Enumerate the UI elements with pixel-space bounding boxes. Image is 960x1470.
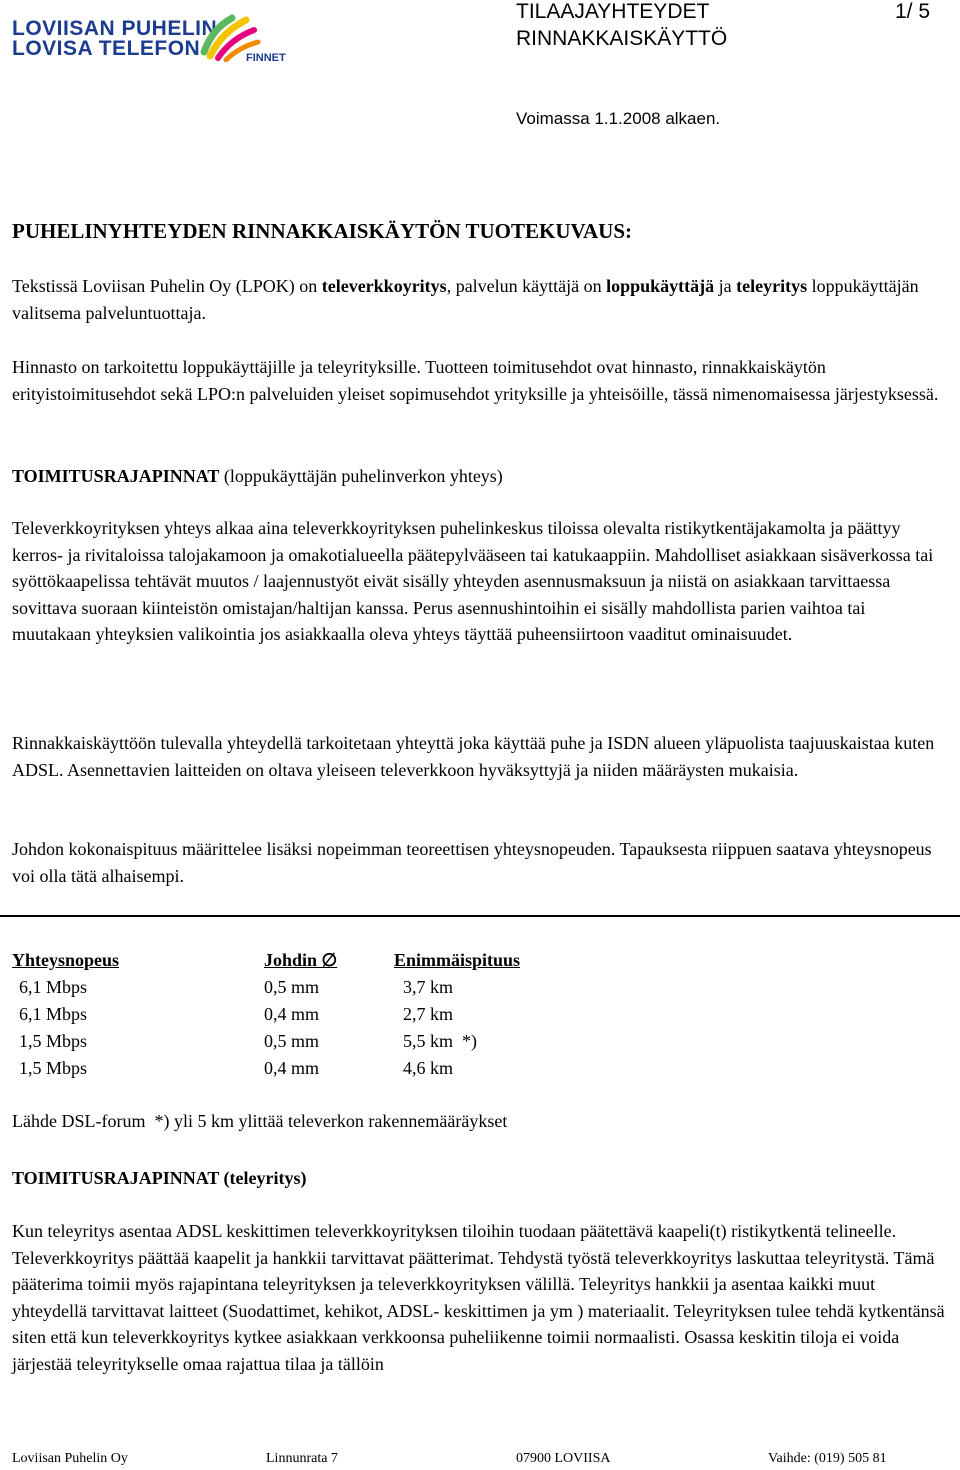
table-cell-speed: 6,1 Mbps — [19, 977, 88, 997]
valid-from: Voimassa 1.1.2008 alkaen. — [516, 109, 721, 128]
table-header-speed: Yhteysnopeus — [12, 950, 120, 970]
intro-text-3: ja — [714, 276, 737, 296]
table-header-conductor: Johdin ∅ — [264, 950, 338, 970]
term-loppukayttaja: loppukäyttäjä — [606, 276, 715, 296]
table-cell-speed: 1,5 Mbps — [19, 1031, 88, 1051]
footer-phone: Vaihde: (019) 505 81 — [768, 1451, 887, 1466]
section1-heading — [12, 463, 503, 489]
intro-text-2: , palvelun käyttäjä on — [446, 276, 607, 296]
table-cell-conductor: 0,5 mm — [264, 1031, 320, 1051]
section1-title-rest: (loppukäyttäjän puhelinverkon yhteys) — [219, 466, 503, 486]
main-heading: PUHELINYHTEYDEN RINNAKKAISKÄYTÖN TUOTEKUVAUS: — [12, 219, 632, 243]
table-cell-length: 5,5 km *) — [403, 1031, 477, 1051]
intro-paragraph — [12, 273, 948, 326]
section2-heading: TOIMITUSRAJAPINNAT (teleyritys) — [12, 1168, 307, 1188]
table-header-max-length: Enimmäispituus — [394, 950, 521, 970]
table-cell-speed: 1,5 Mbps — [19, 1058, 88, 1078]
logo-text-line2: LOVISA TELEFON — [12, 37, 201, 60]
footer-city: 07900 LOVIISA — [516, 1451, 611, 1466]
document-title-line1: TILAAJAYHTEYDET — [516, 0, 710, 23]
pricelist-paragraph: Hinnasto on tarkoitettu loppukäyttäjille ja teleyrityksille. Tuotteen toimitusehdot ovat hinnasto, rinnakkaiskäytön erityistoimitusehdot sekä LPO:n palveluiden yleiset sopimusehdot yrityksille ja yhteisöille, tässä nimenomaisessa järjestyksessä. — [12, 357, 939, 404]
footer-street: Linnunrata 7 — [266, 1451, 338, 1466]
document-title-line2: RINNAKKAISKÄYTTÖ — [516, 27, 728, 50]
divider — [0, 915, 960, 917]
section1-paragraph3: Johdon kokonaispituus määrittelee lisäksi nopeimman teoreettisen yhteysnopeuden. Tapauksesta riippuen saatava yhteysnopeus voi olla tätä alhaisempi. — [12, 839, 932, 886]
page-number: 1/ 5 — [895, 0, 931, 23]
section1-title-bold: TOIMITUSRAJAPINNAT — [12, 466, 220, 486]
term-televerkkoyritys: televerkkoyritys — [321, 276, 447, 296]
footer-company: Loviisan Puhelin Oy — [12, 1451, 128, 1466]
term-teleyritys: teleyritys — [736, 276, 808, 296]
logo-text-line1: LOVIISAN PUHELIN — [12, 17, 218, 40]
intro-text-4: loppukäyttäjän valitsema palveluntuottaja. — [12, 276, 919, 323]
section1-paragraph1: Televerkkoyrityksen yhteys alkaa aina televerkkoyrityksen puhelinkeskus tiloissa olevalta ristikytkentäjakamolta ja päättyy kerros- ja rivitaloissa talojakamoon ja omakotialueella päätepylvääseen tai katukaappiin. Mahdolliset asiakkaan sisäverkossa tai syöttökaapelissa tehtävät muutos / laajennustyöt eivät sisälly yhteyden asennusmaksuun ja niistä on asiakkaan tarvittaessa sovittava suoraan kiinteistön omistajan/haltijan kanssa. Perus asennushintoihin ei sisälly mahdollista parien vaihtoa tai muutakaan yhteyksien valikointia jos asiakkaalla oleva yhteys täyttää puheensiirtoon vaaditut ominaisuudet. — [12, 518, 934, 644]
table-source-note: Lähde DSL-forum *) yli 5 km ylittää televerkon rakennemääräykset — [12, 1111, 508, 1131]
section1-paragraph2: Rinnakkaiskäyttöön tulevalla yhteydellä tarkoitetaan yhteyttä joka käyttää puhe ja ISDN alueen yläpuolista taajuuskaistaa kuten ADSL. Asennettavien laitteiden on oltava yleiseen televerkkoon hyväksyttyjä ja niiden määräysten mukaisia. — [12, 733, 935, 780]
intro-text-1: Tekstissä Loviisan Puhelin Oy (LPOK) on — [12, 276, 322, 296]
table-cell-speed: 6,1 Mbps — [19, 1004, 88, 1024]
section2-paragraph: Kun teleyritys asentaa ADSL keskittimen televerkkoyrityksen tiloihin tuodaan päätettävä kaapeli(t) ristikytkentä telineelle. Televerkkoyritys päättää kaapelit ja hankkii tarvittavat päätterimat. Tehdystä työstä televerkkoyritys laskuttaa teleyritystä. Tämä pääterima toimii myös rajapintana teleyrityksen ja televerkkoyrityksen välillä. Teleyritys hankkii ja asentaa kaikki muut yhteydellä tarvittavat laitteet (Suodattimet, kehikot, ADSL- keskittimen ja ym ) materiaalit. Teleyrityksen tulee tehdä kytkentänsä siten että kun televerkkoyritys kytkee asiakkaan verkkoonsa puheliikenne toimii normaalisti. Osassa keskitin tiloja ei voida järjestää teleyritykselle omaa rajattua tilaa ja tällöin — [12, 1221, 945, 1374]
table-cell-length: 2,7 km — [403, 1004, 454, 1024]
finnet-label: FINNET — [246, 52, 286, 64]
table-cell-length: 3,7 km — [403, 977, 454, 997]
table-cell-conductor: 0,5 mm — [264, 977, 320, 997]
table-cell-conductor: 0,4 mm — [264, 1004, 320, 1024]
table-cell-conductor: 0,4 mm — [264, 1058, 320, 1078]
table-cell-length: 4,6 km — [403, 1058, 454, 1078]
